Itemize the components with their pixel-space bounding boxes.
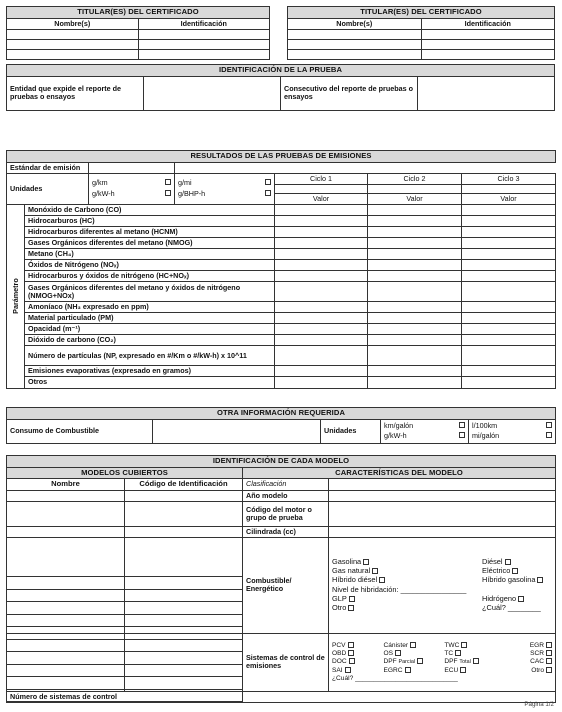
- unit-g-kwh: g/kW-h: [384, 431, 407, 440]
- checkbox[interactable]: [546, 650, 552, 656]
- sai-label: SAI: [332, 666, 343, 674]
- ciclo-3-value[interactable]: [462, 215, 556, 226]
- titulares-bar: TITULAR(ES) DEL CERTIFICADO: [7, 7, 270, 19]
- checkbox[interactable]: [348, 650, 354, 656]
- parameter-row: [7, 313, 556, 324]
- modelo-nombre-field[interactable]: [7, 537, 125, 633]
- ciclo-1-value[interactable]: [275, 282, 368, 302]
- page-number: Página 1/2: [524, 701, 554, 709]
- ciclo-spacer: [368, 184, 462, 193]
- cilindrada-field[interactable]: [329, 526, 556, 537]
- ciclo-spacer: [275, 184, 368, 193]
- prueba-section: [6, 64, 555, 111]
- canister-option[interactable]: [384, 642, 445, 649]
- clasificacion-label: Clasificación: [243, 479, 329, 491]
- prueba-bar: IDENTIFICACIÓN DE LA PRUEBA: [7, 65, 555, 77]
- resultados-section: [6, 150, 555, 389]
- model-row-line: [6, 626, 242, 627]
- glp-option[interactable]: [332, 595, 442, 603]
- hibrido-diesel-option[interactable]: [332, 576, 442, 584]
- ecu-label: ECU: [444, 666, 459, 674]
- gas-natural-option[interactable]: [332, 567, 442, 575]
- parameter-row: [7, 324, 556, 335]
- ciclo-3-value[interactable]: [462, 260, 556, 271]
- nombre-field[interactable]: [288, 39, 422, 49]
- ciclo-3-value[interactable]: [462, 226, 556, 237]
- parameter-row: [7, 215, 556, 226]
- os-label: OS: [383, 650, 394, 658]
- pcv-label: PCV: [332, 641, 346, 649]
- checkbox[interactable]: [546, 658, 552, 664]
- nombre-field[interactable]: [7, 39, 139, 49]
- ciclo-spacer: [462, 184, 556, 193]
- pcv-option[interactable]: [332, 642, 384, 649]
- ciclo-3-value[interactable]: [462, 282, 556, 302]
- model-row-line: [6, 689, 242, 690]
- ciclo-1-value[interactable]: [275, 366, 368, 377]
- unidades-label: Unidades: [321, 419, 381, 443]
- ciclo-2-value[interactable]: [368, 226, 462, 237]
- consecutivo-label: Consecutivo del reporte de pruebas o ensayos: [281, 76, 418, 110]
- consecutivo-field[interactable]: [418, 76, 555, 110]
- cual-sistema-field[interactable]: ¿Cuál? ____________________________: [332, 675, 458, 683]
- checkbox[interactable]: [363, 559, 369, 565]
- clasificacion-field[interactable]: [329, 479, 556, 491]
- parameter-row: [7, 282, 556, 302]
- doc-option[interactable]: [332, 658, 384, 665]
- parameter-name: Monóxido de Carbono (CO): [25, 204, 275, 215]
- otro-label: Otro: [332, 603, 347, 613]
- titulares-left: [6, 6, 270, 60]
- consumo-field[interactable]: [153, 419, 321, 443]
- ciclo-3-value[interactable]: [462, 324, 556, 335]
- ciclo-3-value[interactable]: [462, 248, 556, 259]
- checkbox[interactable]: [379, 577, 385, 583]
- scr-option[interactable]: [505, 650, 552, 657]
- parameter-name: Amoníaco (NH₃ expresado en ppm): [25, 302, 275, 313]
- ciclo-3-value[interactable]: [462, 366, 556, 377]
- dpf-total-sub: Total: [459, 659, 471, 666]
- consumo-units-col1: [381, 419, 469, 443]
- checkbox[interactable]: [345, 667, 351, 673]
- otra-section: [6, 407, 555, 444]
- consumo-label: Consumo de Combustible: [7, 419, 153, 443]
- cual-label: ¿Cuál?: [482, 603, 506, 613]
- unit-mi-galon: mi/galón: [472, 431, 500, 440]
- egr-option[interactable]: [505, 642, 552, 649]
- dpf-parcial-label: DPF: [383, 658, 397, 666]
- titulares-bar: TITULAR(ES) DEL CERTIFICADO: [288, 7, 555, 19]
- consumo-units-col2: [469, 419, 556, 443]
- checkbox[interactable]: [512, 568, 518, 574]
- hidrogeno-label: Hidrógeno: [482, 593, 517, 603]
- tc-label: TC: [444, 650, 454, 658]
- checkbox[interactable]: [410, 642, 416, 648]
- checkbox[interactable]: [165, 179, 171, 185]
- ciclo-3-value[interactable]: [462, 313, 556, 324]
- estandar-field[interactable]: [89, 162, 175, 173]
- gasolina-option[interactable]: [332, 558, 442, 566]
- modelo-nombre-field[interactable]: [7, 490, 125, 501]
- unit-g-km: g/km: [92, 178, 108, 188]
- parameter-row: [7, 366, 556, 377]
- ciclo-1-value[interactable]: [275, 260, 368, 271]
- checkbox[interactable]: [461, 642, 467, 648]
- ciclo-1-value[interactable]: [275, 226, 368, 237]
- nivel-hibridacion[interactable]: Nivel de hibridación: ________________: [332, 584, 467, 594]
- model-row-line: [6, 676, 242, 677]
- parameter-row: [7, 204, 556, 215]
- checkbox[interactable]: [417, 658, 423, 664]
- entidad-field[interactable]: [144, 76, 281, 110]
- checkbox[interactable]: [546, 642, 552, 648]
- model-row-line: [6, 589, 242, 590]
- checkbox[interactable]: [265, 179, 271, 185]
- modelo-nombre-header: Nombre: [7, 479, 125, 491]
- nombre-field[interactable]: [7, 49, 139, 59]
- checkbox[interactable]: [349, 596, 355, 602]
- nivel-hibridacion-label: Nivel de hibridación:: [332, 584, 399, 594]
- checkbox[interactable]: [395, 650, 401, 656]
- checkbox[interactable]: [265, 190, 271, 196]
- ciclo-3-value[interactable]: [462, 204, 556, 215]
- parameter-name: Material particulado (PM): [25, 313, 275, 324]
- parameter-name: Número de partículas (NP, expresado en #/Km o #/kW-h) x 10^11: [25, 346, 275, 366]
- unit-g-bhph: g/BHP-h: [178, 189, 206, 199]
- combustible-label: Combustible/ Energético: [243, 537, 329, 633]
- parameter-name: Opacidad (m⁻¹): [25, 324, 275, 335]
- hibrido-gasolina-label: Híbrido gasolina: [482, 575, 536, 585]
- estandar-spacer: [175, 162, 556, 173]
- ciclo-2-value[interactable]: [368, 346, 462, 366]
- ciclo-2-value[interactable]: [368, 215, 462, 226]
- model-row-line: [6, 664, 242, 665]
- ciclo-2-value[interactable]: [368, 302, 462, 313]
- checkbox[interactable]: [546, 667, 552, 673]
- gasolina-label: Gasolina: [332, 556, 362, 566]
- checkbox[interactable]: [459, 422, 465, 428]
- parameter-name: Hidrocarburos y óxidos de nitrógeno (HC+NOₓ): [25, 271, 275, 282]
- nombre-field[interactable]: [7, 29, 139, 39]
- dpf-total-label: DPF: [444, 658, 458, 666]
- electrico-option[interactable]: [442, 567, 552, 575]
- valor-header: Valor: [275, 193, 368, 204]
- codigo-motor-label: Código del motor o grupo de prueba: [243, 501, 329, 526]
- model-row-line: [6, 651, 242, 652]
- identificacion-field[interactable]: [138, 49, 270, 59]
- hibrido-gasolina-option[interactable]: [442, 576, 552, 584]
- egr-label: EGR: [529, 641, 545, 649]
- modelo-codigo-field[interactable]: [125, 501, 243, 526]
- dpf-parcial-sub: Parcial: [398, 659, 416, 666]
- parameter-row: [7, 377, 556, 388]
- egrc-label: EGRC: [383, 666, 403, 674]
- parameter-row: [7, 237, 556, 248]
- checkbox[interactable]: [348, 642, 354, 648]
- unidades-col2: [175, 173, 275, 204]
- parameter-name: Gases Orgánicos diferentes del metano y óxidos de nitrógeno (NMOG+NOx): [25, 282, 275, 302]
- ciclo-3-value[interactable]: [462, 271, 556, 282]
- titulares-right: [287, 6, 555, 60]
- checkbox[interactable]: [348, 605, 354, 611]
- dpf-total-option[interactable]: [444, 658, 505, 665]
- ciclo-1-value[interactable]: [275, 346, 368, 366]
- cac-option[interactable]: [505, 658, 552, 665]
- parameter-name: Metano (CH₄): [25, 248, 275, 259]
- ciclo-2-value[interactable]: [368, 377, 462, 388]
- parameter-name: Gases Orgánicos diferentes del metano (NMOG): [25, 237, 275, 248]
- ciclo-1-value[interactable]: [275, 215, 368, 226]
- ciclo-1-value[interactable]: [275, 377, 368, 388]
- checkbox[interactable]: [505, 559, 511, 565]
- model-row-line: [6, 639, 242, 640]
- ciclo-1-value[interactable]: [275, 302, 368, 313]
- otra-bar: OTRA INFORMACIÓN REQUERIDA: [7, 408, 556, 420]
- identificacion-field[interactable]: [421, 29, 555, 39]
- ciclo-3-value[interactable]: [462, 302, 556, 313]
- canister-label: Cánister: [383, 641, 409, 649]
- obd-option[interactable]: [332, 650, 384, 657]
- parameter-name: Emisiones evaporativas (expresado en gramos): [25, 366, 275, 377]
- identificacion-field[interactable]: [421, 49, 555, 59]
- model-row-line: [6, 614, 242, 615]
- checkbox[interactable]: [349, 658, 355, 664]
- parameter-name: Óxidos de Nitrógeno (NOₓ): [25, 260, 275, 271]
- ciclo-1-value[interactable]: [275, 324, 368, 335]
- nombre-header: Nombre(s): [7, 18, 139, 29]
- checkbox[interactable]: [405, 667, 411, 673]
- anio-field[interactable]: [329, 490, 556, 501]
- glp-label: GLP: [332, 593, 347, 603]
- checkbox[interactable]: [459, 432, 465, 438]
- ciclo1-header: Ciclo 1: [275, 173, 368, 184]
- unidades-col1: [89, 173, 175, 204]
- ciclo-3-value[interactable]: [462, 377, 556, 388]
- ciclo-2-value[interactable]: [368, 324, 462, 335]
- checkbox[interactable]: [455, 650, 461, 656]
- unidades-label: Unidades: [7, 173, 89, 204]
- obd-label: OBD: [332, 650, 347, 658]
- os-option[interactable]: [384, 650, 445, 657]
- model-row-line: [6, 601, 242, 602]
- egrc-option[interactable]: [384, 667, 445, 674]
- cac-label: CAC: [530, 658, 545, 666]
- parameter-row: [7, 226, 556, 237]
- estandar-label: Estándar de emisión: [7, 162, 89, 173]
- ciclo2-header: Ciclo 2: [368, 173, 462, 184]
- unit-g-kwh: g/kW-h: [92, 189, 115, 199]
- valor-header: Valor: [368, 193, 462, 204]
- unit-l-100km: l/100km: [472, 420, 498, 430]
- modelo-codigo-field[interactable]: [125, 526, 243, 537]
- gas-natural-label: Gas natural: [332, 566, 371, 576]
- identificacion-field[interactable]: [138, 39, 270, 49]
- cilindrada-label: Cilindrada (cc): [243, 526, 329, 537]
- entidad-label: Entidad que expide el reporte de pruebas o ensayos: [7, 76, 144, 110]
- scr-label: SCR: [530, 650, 545, 658]
- diesel-option[interactable]: [442, 558, 552, 566]
- ciclo-1-value[interactable]: [275, 271, 368, 282]
- hidrogeno-option[interactable]: [442, 595, 552, 603]
- ciclo-1-value[interactable]: [275, 237, 368, 248]
- twc-option[interactable]: [444, 642, 505, 649]
- checkbox[interactable]: [473, 658, 479, 664]
- model-row-line: [6, 576, 242, 577]
- parameter-row: [7, 260, 556, 271]
- anio-label: Año modelo: [243, 490, 329, 501]
- identificacion-header: Identificación: [421, 18, 555, 29]
- otro-option[interactable]: [332, 604, 442, 612]
- parameter-row: [7, 248, 556, 259]
- ciclo-3-value[interactable]: [462, 335, 556, 346]
- unit-km-galon: km/galón: [384, 420, 414, 430]
- sistemas-options: [329, 633, 556, 691]
- parameter-row: [7, 335, 556, 346]
- nombre-field[interactable]: [288, 29, 422, 39]
- modelo-bar: IDENTIFICACIÓN DE CADA MODELO: [7, 456, 556, 468]
- valor-header: Valor: [462, 193, 556, 204]
- parameter-name: Hidrocarburos diferentes al metano (HCNM): [25, 226, 275, 237]
- modelo-nombre-field[interactable]: [7, 501, 125, 526]
- cual-field[interactable]: ¿Cuál? ________: [482, 603, 541, 613]
- ciclo-3-value[interactable]: [462, 237, 556, 248]
- parameter-row: [7, 271, 556, 282]
- modelo-nombre-field[interactable]: [7, 526, 125, 537]
- ciclo-3-value[interactable]: [462, 346, 556, 366]
- numero-sistemas-label: Número de sistemas de control: [7, 691, 243, 702]
- ciclo-2-value[interactable]: [368, 248, 462, 259]
- doc-label: DOC: [332, 658, 347, 666]
- codigo-motor-field[interactable]: [329, 501, 556, 526]
- parameter-name: Dióxido de carbono (CO₂): [25, 335, 275, 346]
- checkbox[interactable]: [518, 596, 524, 602]
- checkbox[interactable]: [165, 190, 171, 196]
- hibrido-diesel-label: Híbrido diésel: [332, 575, 378, 585]
- diesel-label: Diésel: [482, 556, 503, 566]
- parametro-label: Parámetro: [7, 204, 25, 388]
- caracteristicas-header: CARACTERÍSTICAS DEL MODELO: [243, 467, 556, 479]
- unit-g-mi: g/mi: [178, 178, 192, 188]
- checkbox[interactable]: [460, 667, 466, 673]
- modelo-codigo-field[interactable]: [125, 633, 243, 691]
- resultados-bar: RESULTADOS DE LAS PRUEBAS DE EMISIONES: [7, 151, 556, 163]
- parameter-name: Otros: [25, 377, 275, 388]
- sai-option[interactable]: [332, 667, 384, 674]
- dpf-parcial-option[interactable]: [384, 658, 445, 665]
- checkbox[interactable]: [546, 432, 552, 438]
- ciclo-1-value[interactable]: [275, 248, 368, 259]
- ciclo-2-value[interactable]: [368, 366, 462, 377]
- otro-sistema-label: Otro: [531, 666, 545, 674]
- parameter-row: [7, 302, 556, 313]
- cubiertos-header: MODELOS CUBIERTOS: [7, 467, 243, 479]
- ciclo-1-value[interactable]: [275, 204, 368, 215]
- tc-option[interactable]: [444, 650, 505, 657]
- numero-sistemas-field[interactable]: [243, 691, 556, 702]
- nombre-field[interactable]: [288, 49, 422, 59]
- checkbox[interactable]: [537, 577, 543, 583]
- ciclo-1-value[interactable]: [275, 313, 368, 324]
- parameter-row: [7, 346, 556, 366]
- modelo-codigo-header: Código de Identificación: [125, 479, 243, 491]
- sistemas-label: Sistemas de control de emisiones: [243, 633, 329, 691]
- identificacion-field[interactable]: [421, 39, 555, 49]
- modelo-codigo-field[interactable]: [125, 537, 243, 633]
- parameter-name: Hidrocarburos (HC): [25, 215, 275, 226]
- identificacion-header: Identificación: [138, 18, 270, 29]
- combustible-options: [329, 537, 556, 633]
- identificacion-field[interactable]: [138, 29, 270, 39]
- ciclo3-header: Ciclo 3: [462, 173, 556, 184]
- model-row-line: [6, 701, 242, 702]
- checkbox[interactable]: [372, 568, 378, 574]
- ciclo-2-value[interactable]: [368, 237, 462, 248]
- ciclo-1-value[interactable]: [275, 335, 368, 346]
- nombre-header: Nombre(s): [288, 18, 422, 29]
- modelo-codigo-field[interactable]: [125, 490, 243, 501]
- ciclo-2-value[interactable]: [368, 282, 462, 302]
- electrico-label: Eléctrico: [482, 566, 511, 576]
- ciclo-2-value[interactable]: [368, 313, 462, 324]
- otro-sistema-option[interactable]: [505, 667, 552, 674]
- twc-label: TWC: [444, 641, 460, 649]
- modelo-section: [6, 455, 555, 703]
- ciclo-2-value[interactable]: [368, 204, 462, 215]
- ciclo-2-value[interactable]: [368, 335, 462, 346]
- modelo-nombre-field[interactable]: [7, 633, 125, 691]
- cual-sistema-label: ¿Cuál?: [332, 675, 354, 683]
- ciclo-2-value[interactable]: [368, 260, 462, 271]
- ecu-option[interactable]: [444, 667, 505, 674]
- checkbox[interactable]: [546, 422, 552, 428]
- ciclo-2-value[interactable]: [368, 271, 462, 282]
